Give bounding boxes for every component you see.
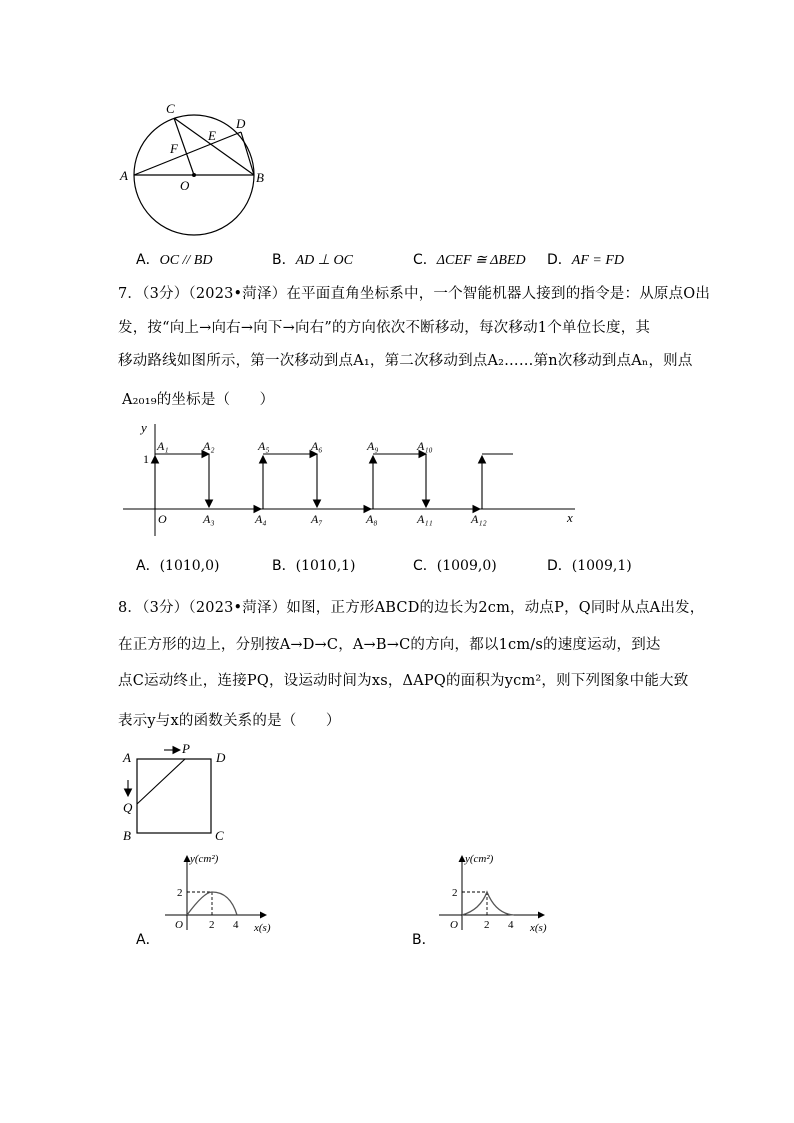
label-a10: A₁₀ [417,439,433,453]
label-x-4: 4 [233,919,239,931]
label-c: C [166,101,175,116]
label-d: D [216,750,226,765]
q8-option-a-letter[interactable]: A． [136,932,160,948]
label-p: P [182,741,190,756]
q6-circle-figure [110,95,280,240]
q8-line-1: 8．（3分）（2023•菏泽）如图，正方形ABCD的边长为2cm，动点P，Q同时从点A出发， [118,600,705,616]
q6-option-b-text: AD ⊥ OC [295,253,353,268]
curve [462,892,514,915]
q8-line-3: 点C运动终止，连接PQ，设运动时间为xs，ΔAPQ的面积为ycm²，则下列图象中能大致 [118,673,689,689]
q8-square-figure [118,740,238,845]
q7-option-a-text: (1010,0) [159,558,220,574]
segment-db [241,132,254,175]
label-y: y [141,420,147,435]
q6-option-c-text: ΔCEF ≅ ΔBED [436,253,526,268]
q6-option-a-text: OC // BD [159,253,213,268]
label-origin: O [450,919,458,931]
q8-option-b-letter[interactable]: B． [412,932,436,948]
label-a1: A₁ [157,439,169,453]
label-a11: A₁₁ [417,512,433,526]
q7-option-d[interactable] [547,555,632,575]
label-o: O [180,178,190,193]
label-a6: A₆ [311,439,323,453]
q7-option-b[interactable] [272,555,356,575]
q8-option-b-graph[interactable] [434,850,554,940]
q7-option-c-text: (1009,0) [436,558,497,574]
q7-option-d-letter: D． [547,558,572,574]
q6-option-b-letter: B． [272,252,296,268]
label-y: y(cm²) [190,853,219,865]
label-x-2: 2 [209,919,215,931]
label-x-2: 2 [484,919,490,931]
label-origin: O [158,512,167,526]
q6-option-a[interactable] [136,249,212,269]
label-b: B [123,828,131,843]
label-a12: A₁₂ [471,512,487,526]
q7-option-d-text: (1009,1) [571,558,632,574]
label-x-4: 4 [508,919,514,931]
label-a2: A₂ [203,439,215,453]
q7-line-3: 移动路线如图所示，第一次移动到点A₁，第二次移动到点A₂……第n次移动到点Aₙ，则点 [118,353,693,369]
label-a7: A₇ [311,512,323,526]
q7-option-a[interactable] [136,555,220,575]
q7-line-2: 发，按“向上→向右→向下→向右”的方向依次不断移动，每次移动1个单位长度，其 [118,320,651,336]
label-b: B [256,170,264,185]
label-y: y(cm²) [465,853,494,865]
q7-option-c[interactable] [413,555,497,575]
q7-option-b-letter: B． [272,558,296,574]
label-a: A [123,750,131,765]
q6-option-c[interactable] [413,249,526,269]
q7-step-graph [115,418,585,540]
q6-option-d-letter: D． [547,252,572,268]
label-f: F [170,141,178,156]
q7-option-b-text: (1010,1) [295,558,356,574]
label-c: C [215,828,224,843]
q8-line-2: 在正方形的边上，分别按A→D→C，A→B→C的方向，都以1cm/s的速度运动，到达 [118,637,661,653]
q7-line-4: A₂₀₁₉的坐标是（ ） [122,392,275,408]
q7-option-a-letter: A． [136,558,160,574]
label-y-2: 2 [177,887,183,899]
center-point [192,173,196,177]
label-x: x(s) [530,922,547,934]
label-one: 1 [143,452,149,466]
label-a8: A₈ [366,512,378,526]
q6-option-a-letter: A． [136,252,160,268]
label-origin: O [175,919,183,931]
segment-pq [137,759,185,804]
q8-line-4: 表示y与x的函数关系的是（ ） [118,713,341,729]
label-a9: A₉ [367,439,379,453]
q6-option-c-letter: C． [413,252,437,268]
q7-line-1: 7．（3分）（2023•菏泽）在平面直角坐标系中，一个智能机器人接到的指令是：从原点O出 [118,286,711,302]
label-a5: A₅ [258,439,270,453]
square-abcd [137,759,211,833]
label-a: A [120,168,128,183]
q8-option-a-graph[interactable] [160,850,280,940]
label-a4: A₄ [255,512,267,526]
label-y-2: 2 [452,887,458,899]
segment-ad [134,132,241,175]
label-a3: A₃ [203,512,215,526]
q6-option-d[interactable] [547,249,624,269]
label-e: E [208,128,216,143]
label-d: D [236,116,246,131]
label-q: Q [123,800,133,815]
label-x: x [567,510,573,525]
q6-option-d-text: AF = FD [571,253,624,268]
robot-path [155,454,513,509]
q7-option-c-letter: C． [413,558,437,574]
label-x: x(s) [254,922,271,934]
q6-option-b[interactable] [272,249,353,269]
